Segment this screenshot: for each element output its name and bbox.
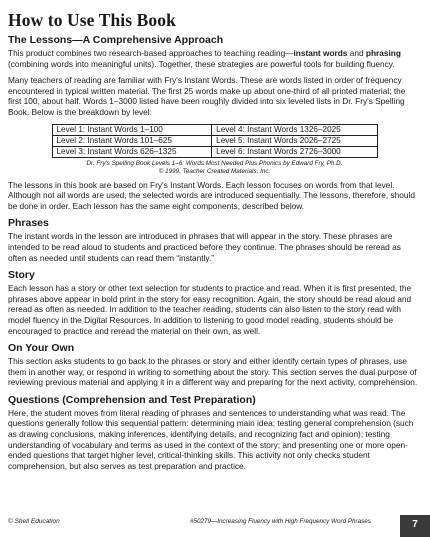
intro-text-mid: and <box>347 48 366 58</box>
table-cell: Level 1: Instant Words 1–100 <box>52 124 212 135</box>
phrases-section <box>8 217 421 263</box>
caption-line-2: © 1999, Teacher Created Materials, Inc. <box>158 167 271 175</box>
questions-heading: Questions (Comprehension and Test Preparation) <box>8 393 256 406</box>
story-section <box>8 269 421 336</box>
questions-section <box>8 394 421 472</box>
footer-book-title: #50279—Increasing Fluency with High Frequency Word Phrases <box>190 518 371 525</box>
table-cell: Level 6: Instant Words 2726–3000 <box>212 146 377 157</box>
page-content <box>8 10 421 477</box>
page-title: How to Use This Book <box>8 10 176 30</box>
table-cell: Level 3: Instant Words 626–1325 <box>52 146 212 157</box>
intro-text-pre: This product combines two research-based approaches to teaching reading— <box>8 48 294 58</box>
table-row <box>52 146 377 157</box>
lessons-intro-paragraph <box>8 48 421 69</box>
on-your-own-heading: On Your Own <box>8 342 75 355</box>
intro-text-post: (combining words into meaningful units). Together, these strategies are powerful tools for building fluency. <box>8 58 395 69</box>
table-cell: Level 4: Instant Words 1326–2025 <box>212 124 377 135</box>
table-row <box>52 124 377 135</box>
phrases-paragraph: The instant words in the lesson are introduced in phrases that will appear in the story. These phrases are intended to be read aloud to students and practiced before they continue. The phrases should be reread as often as needed until students can read them “instantly.” <box>8 231 401 263</box>
levels-table <box>52 124 378 158</box>
intro-bold-instant-words: instant words <box>293 48 348 58</box>
table-cell: Level 5: Instant Words 2026–2725 <box>212 135 377 146</box>
story-paragraph: Each lesson has a story or other text selection for students to practice and read. When it is first presented, the phrases above appear in bold print in the story for easy recognition. Again, the story should be read aloud and reread as often as needed. In addition to the teacher reading, students can also listen to the story read with model fluency in the Digital Resources. In addition to listening to good model reading, students should be encouraged to practice and reread the material on their own, as well. <box>8 283 412 336</box>
lessons-heading: The Lessons—A Comprehensive Approach <box>8 34 224 46</box>
table-row <box>52 135 377 146</box>
page-footer <box>0 515 430 537</box>
on-your-own-paragraph: This section asks students to go back to the phrases or story and either identify certain types of phrases, use them in another way, or respond in writing to something about the story. This section serves the dual purpose of reviewing previous material and applying it in a different way and preparing for the next activity, comprehension. <box>8 356 418 388</box>
phrases-heading: Phrases <box>8 217 49 230</box>
table-caption <box>8 160 421 176</box>
table-cell: Level 2: Instant Words 101–625 <box>52 135 212 146</box>
caption-line-1: Dr. Fry's Spelling Book Levels 1–6: Words Most Needed Plus Phonics by Edward Fry, Ph.D. <box>86 159 343 167</box>
fry-paragraph: Many teachers of reading are familiar with Fry's Instant Words. These are words listed in order of frequency encountered in typical written material. The first 25 words make up about one-third of all printed material; the first 100, about half. Words 1–3000 listed have been roughly divided into six leveled lists in Dr. Fry's Spelling Book. Below is the breakdown by level: <box>8 75 406 117</box>
intro-bold-phrasing: phrasing <box>365 48 401 58</box>
on-your-own-section <box>8 342 421 388</box>
lessons-paragraph: The lessons in this book are based on Fry's Instant Words. Each lesson focuses on words from that level. Although not all words are used, the selected words are introduced sequentially. The lessons, therefore, should be done in order. Each lesson has the same eight components, described below. <box>8 179 415 211</box>
questions-paragraph: Here, the student moves from literal reading of phrases and sentences to understanding what was read. The questions generally follow this sequential pattern: determining main idea; testing general comprehension (such as drawing conclusions, making inferences, identifying details, and recognizing fact and opinion); testing understanding of vocabulary and terms as used in the context of the story; and presenting one or more open-ended questions that target higher level, critical-thinking skills. This activity not only checks student comprehension, but also serves as test preparation and practice. <box>8 407 414 471</box>
page-number: 7 <box>400 515 430 537</box>
footer-publisher: © Shell Education <box>8 518 60 525</box>
story-heading: Story <box>8 269 35 282</box>
